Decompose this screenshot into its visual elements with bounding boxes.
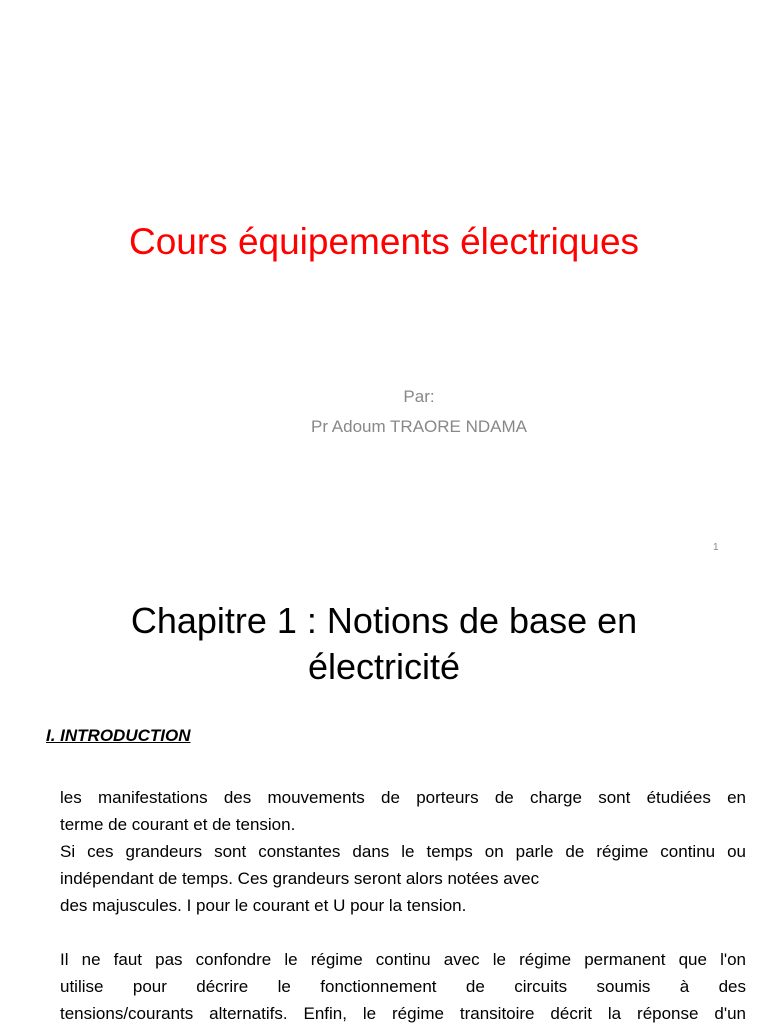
chapter-title-line-2: électricité [307,646,461,687]
chapter-title-line-1: Chapitre 1 : Notions de base en [130,600,638,641]
byline-label: Par: [403,387,435,406]
paragraph-2-line-1: Il ne faut pas confondre le régime continu avec le régime permanent que l'on [60,950,746,969]
section-heading: I. INTRODUCTION [46,726,191,745]
paragraph-1-line-1: les manifestations des mouvements de porteurs de charge sont étudiées en [60,788,746,807]
paragraph-2-line-2: utilise pour décrire le fonctionnement de circuits soumis à des [60,977,746,996]
author-name: Pr Adoum TRAORE NDAMA [310,417,528,436]
paragraph-1 [60,784,746,919]
paragraph-2 [60,946,746,1027]
paragraph-1-line-3: Si ces grandeurs sont constantes dans le temps on parle de régime continu ou [60,842,746,861]
chapter-title [0,598,768,690]
body-text [60,784,746,1027]
paragraph-1-line-4: indépendant de temps. Ces grandeurs seront alors notées avec [60,869,540,888]
chapter-slide [0,576,768,1024]
paragraph-1-line-5: des majuscules. I pour le courant et U pour la tension. [60,896,467,915]
course-title: Cours équipements électriques [128,221,640,262]
paragraph-gap [60,919,746,946]
page-number: 1 [713,542,719,553]
paragraph-1-line-2: terme de courant et de tension. [60,815,296,834]
byline [0,382,768,442]
paragraph-2-line-3: tensions/courants alternatifs. Enfin, le régime transitoire décrit la réponse d'un [60,1004,746,1023]
